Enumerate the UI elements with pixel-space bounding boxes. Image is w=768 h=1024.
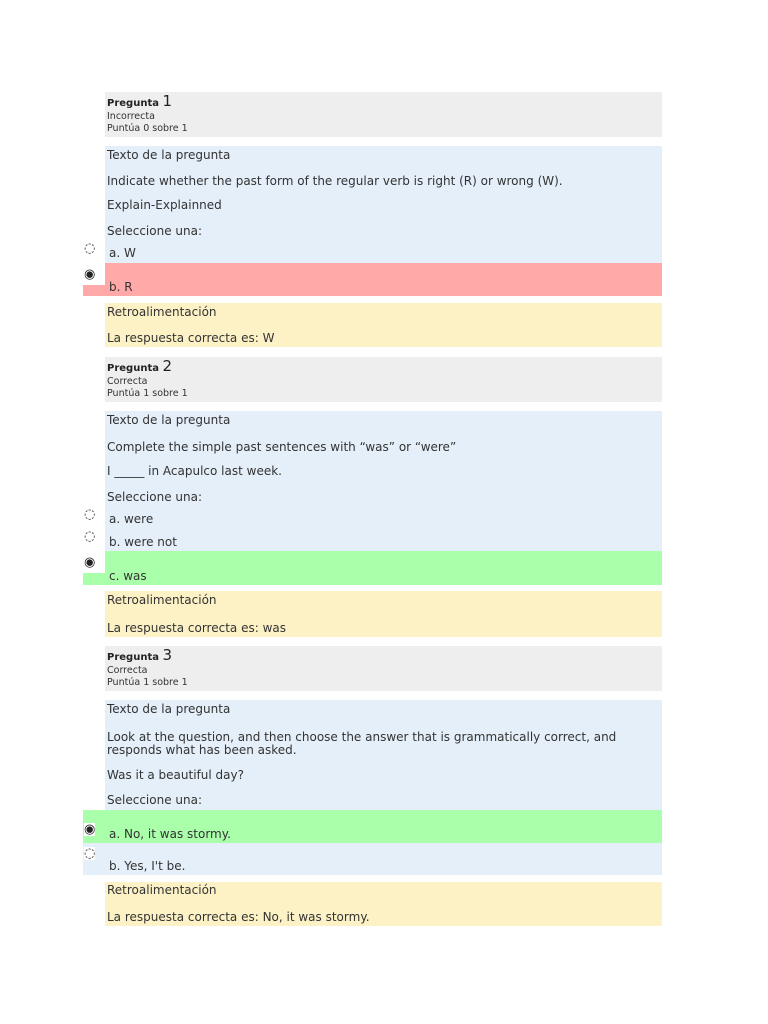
feedback-heading: Retroalimentación — [107, 305, 217, 319]
answer-option-label: c. was — [109, 569, 147, 583]
question-number: 2 — [162, 357, 172, 375]
answer-option-label: b. were not — [109, 535, 177, 549]
feedback-text: La respuesta correcta es: W — [107, 331, 275, 345]
radio-selected-icon[interactable]: ◉ — [84, 267, 96, 282]
answer-option-label: b. Yes, I't be. — [109, 859, 186, 873]
question-2-header — [105, 357, 662, 402]
question-text-line: I _____ in Acapulco last week. — [107, 464, 282, 478]
question-score: Puntúa 0 sobre 1 — [107, 123, 188, 134]
radio-unselected-icon[interactable]: ◌ — [84, 507, 96, 522]
question-score: Puntúa 1 sobre 1 — [107, 388, 188, 399]
question-label: Pregunta — [107, 98, 159, 109]
question-3-feedback — [105, 882, 662, 926]
question-2-content — [105, 411, 662, 511]
radio-selected-icon[interactable]: ◉ — [84, 555, 96, 570]
question-2-feedback — [105, 591, 662, 637]
select-one-label: Seleccione una: — [107, 793, 202, 807]
question-text-heading: Texto de la pregunta — [107, 702, 231, 716]
answer-option[interactable] — [83, 843, 662, 875]
answer-option[interactable] — [83, 240, 662, 263]
radio-unselected-icon[interactable]: ◌ — [84, 529, 96, 544]
answer-option-correct[interactable] — [83, 810, 662, 843]
answer-option[interactable] — [83, 507, 662, 529]
feedback-heading: Retroalimentación — [107, 593, 217, 607]
answer-option-correct[interactable] — [83, 551, 662, 585]
answer-option-label: a. No, it was stormy. — [109, 827, 231, 841]
question-state: Correcta — [107, 665, 148, 676]
answer-option-label: b. R — [109, 280, 133, 294]
select-one-label: Seleccione una: — [107, 224, 202, 238]
question-text-line: Indicate whether the past form of the regular verb is right (R) or wrong (W). — [107, 174, 563, 188]
question-text-line: Look at the question, and then choose the answer that is grammatically correct, and responds what has been asked. — [107, 730, 617, 757]
radio-selected-icon[interactable]: ◉ — [84, 822, 96, 837]
radio-unselected-icon[interactable]: ◌ — [84, 846, 96, 861]
select-one-label: Seleccione una: — [107, 490, 202, 504]
question-score: Puntúa 1 sobre 1 — [107, 677, 188, 688]
feedback-text: La respuesta correcta es: was — [107, 621, 286, 635]
question-number: 3 — [162, 646, 172, 664]
question-state: Incorrecta — [107, 111, 155, 122]
question-text-line: Explain-Explainned — [107, 198, 222, 212]
question-3-content — [105, 700, 662, 810]
question-3-header — [105, 646, 662, 691]
feedback-heading: Retroalimentación — [107, 883, 217, 897]
answer-option-label: a. W — [109, 246, 136, 260]
question-1-feedback — [105, 303, 662, 347]
question-text-line: Was it a beautiful day? — [107, 768, 244, 782]
question-number: 1 — [162, 92, 172, 110]
radio-unselected-icon[interactable]: ◌ — [84, 241, 96, 256]
answer-option-label: a. were — [109, 512, 154, 526]
answer-option-incorrect[interactable] — [83, 263, 662, 296]
feedback-text: La respuesta correcta es: No, it was stormy. — [107, 910, 370, 924]
answer-option[interactable] — [83, 529, 662, 551]
question-state: Correcta — [107, 376, 148, 387]
question-label: Pregunta — [107, 363, 159, 374]
question-1-header — [105, 92, 662, 137]
question-text-heading: Texto de la pregunta — [107, 148, 231, 162]
question-text-heading: Texto de la pregunta — [107, 413, 231, 427]
question-label: Pregunta — [107, 652, 159, 663]
question-text-line: Complete the simple past sentences with “was” or “were” — [107, 440, 457, 454]
